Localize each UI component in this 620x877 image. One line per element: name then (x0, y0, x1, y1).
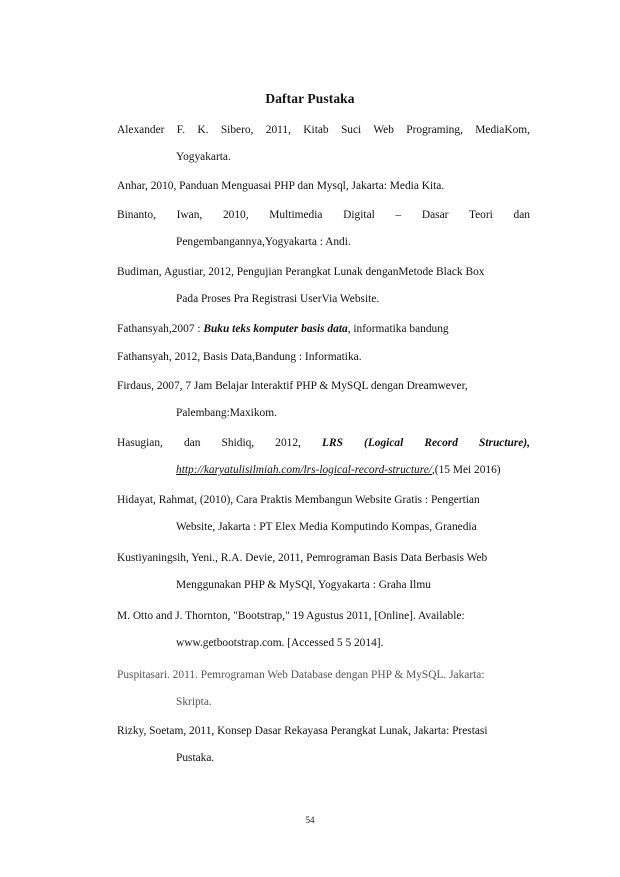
reference-sibero (117, 124, 530, 164)
reference-kustiyaningsih (117, 552, 530, 592)
reference-hidayat (117, 494, 530, 534)
reference-puspitasari (117, 669, 530, 709)
reference-line: M. Otto and J. Thornton, "Bootstrap," 19 Agustus 2011, [Online]. Available: (117, 610, 465, 622)
reference-fathansyah-2007 (117, 323, 530, 336)
reference-hasugian (117, 437, 530, 477)
reference-continuation (176, 464, 530, 477)
reference-line: Hidayat, Rahmat, (2010), Cara Praktis Membangun Website Gratis : Pengertian (117, 494, 480, 506)
reference-continuation: Pengembangannya,Yogyakarta : Andi. (176, 236, 351, 248)
reference-article-title: LRS (Logical Record Structure), (322, 437, 530, 449)
reference-budiman (117, 266, 530, 306)
page-title: Daftar Pustaka (265, 91, 355, 106)
reference-book-title: Buku teks komputer basis data (203, 323, 348, 335)
reference-rizky (117, 725, 530, 765)
reference-continuation: Pada Proses Pra Registrasi UserVia Website. (176, 293, 380, 305)
reference-line: Budiman, Agustiar, 2012, Pengujian Perangkat Lunak denganMetode Black Box (117, 266, 485, 278)
reference-link[interactable]: http://karyatulisilmiah.com/lrs-logical-record-structure/ (176, 464, 432, 476)
reference-continuation: Pustaka. (176, 752, 215, 764)
reference-line: Fathansyah, 2012, Basis Data,Bandung : Informatika. (117, 351, 362, 363)
reference-line: Binanto, Iwan, 2010, Multimedia Digital – Dasar Teori dan (117, 209, 530, 221)
reference-line: Alexander F. K. Sibero, 2011, Kitab Suci Web Programing, MediaKom, (117, 124, 530, 136)
reference-continuation: Menggunakan PHP & MySQl, Yogyakarta : Graha Ilmu (176, 579, 431, 591)
reference-otto (117, 610, 530, 650)
reference-publisher: , informatika bandung (347, 323, 449, 335)
reference-continuation: www.getbootstrap.com. [Accessed 5 5 2014]. (176, 637, 384, 649)
reference-line: Anhar, 2010, Panduan Menguasai PHP dan Mysql, Jakarta: Media Kita. (117, 180, 445, 192)
reference-line (117, 437, 530, 450)
reference-authors: Hasugian, dan Shidiq, 2012, (117, 437, 323, 449)
reference-line: Firdaus, 2007, 7 Jam Belajar Interaktif PHP & MySQL dengan Dreamwever, (117, 380, 468, 392)
reference-line: Kustiyaningsih, Yeni., R.A. Devie, 2011, Pemrograman Basis Data Berbasis Web (117, 552, 488, 564)
reference-continuation: Skripta. (176, 696, 212, 708)
reference-access-date: ,(15 Mei 2016) (431, 464, 501, 476)
reference-continuation: Yogyakarta. (176, 151, 231, 163)
reference-continuation: Palembang:Maxikom. (176, 407, 277, 419)
reference-binanto (117, 209, 530, 249)
reference-fathansyah-2012 (117, 351, 530, 364)
page-number: 54 (305, 815, 315, 825)
reference-anhar (117, 180, 530, 193)
reference-line: Rizky, Soetam, 2011, Konsep Dasar Rekayasa Perangkat Lunak, Jakarta: Prestasi (117, 725, 488, 737)
reference-firdaus (117, 380, 530, 420)
reference-line: Puspitasari. 2011. Pemrograman Web Database dengan PHP & MySQL. Jakarta: (117, 669, 485, 681)
reference-continuation: Website, Jakarta : PT Elex Media Komputindo Kompas, Granedia (176, 521, 477, 533)
reference-line (117, 323, 530, 336)
reference-authors: Fathansyah,2007 : (117, 323, 204, 335)
